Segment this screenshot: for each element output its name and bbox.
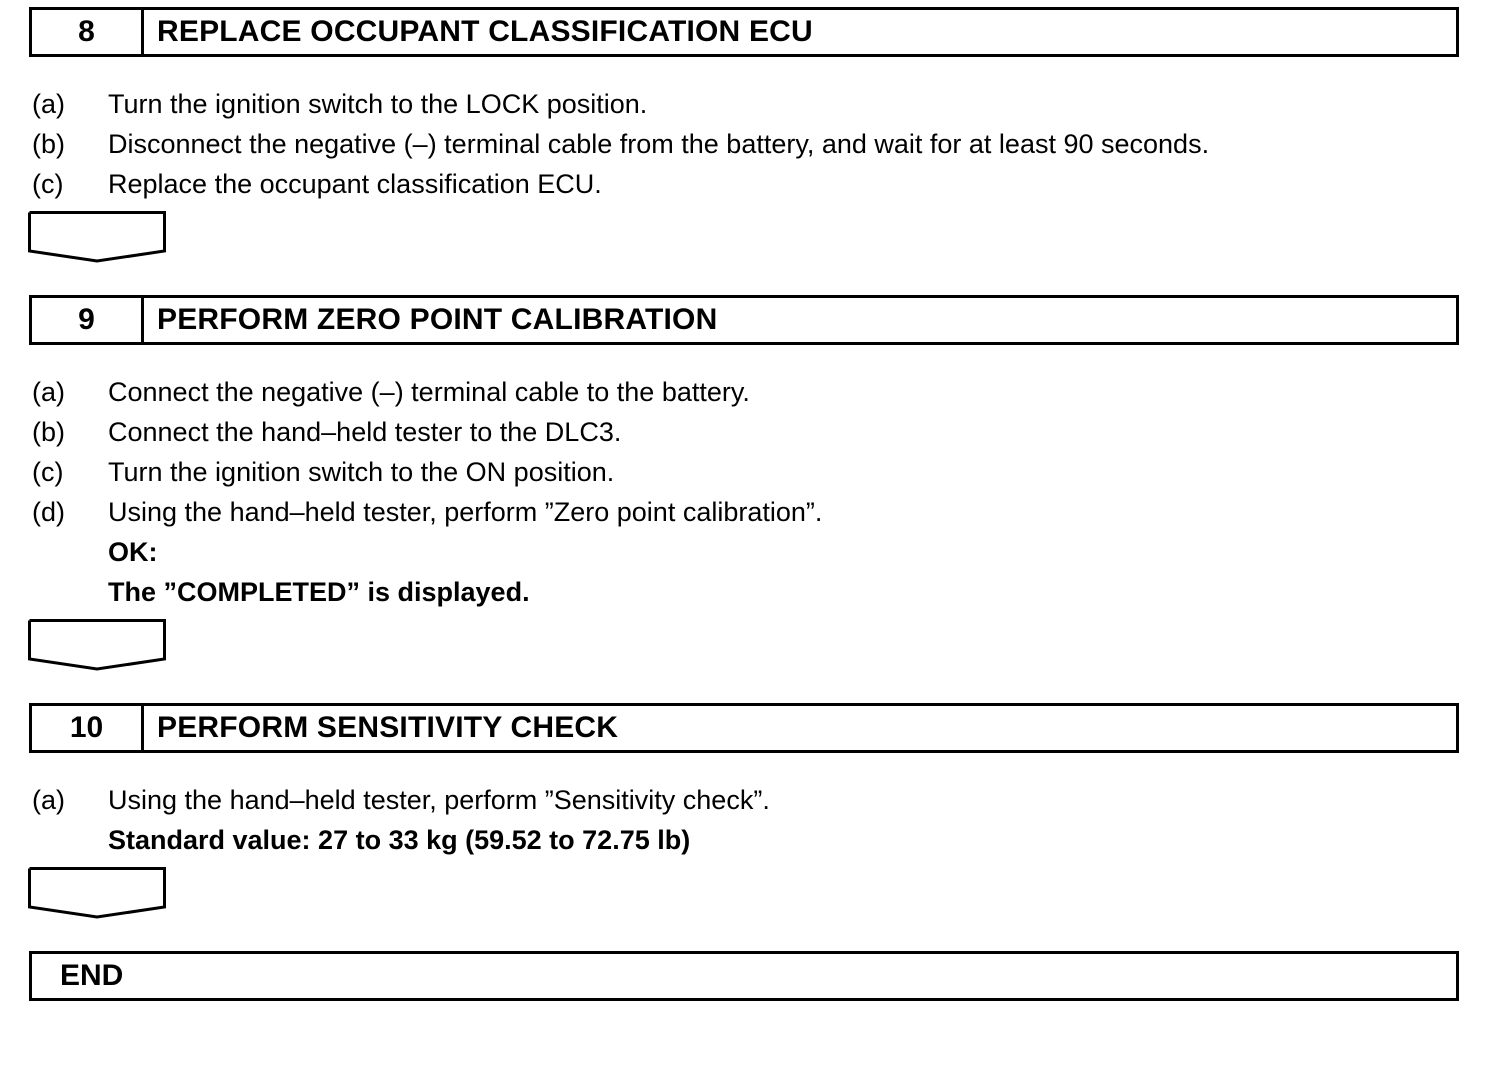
down-arrow-box-icon: [28, 867, 166, 919]
step-number: 8: [32, 10, 144, 54]
item-text: Turn the ignition switch to the LOCK position.: [108, 89, 648, 119]
standard-value: Standard value: 27 to 33 kg (59.52 to 72.75 lb): [108, 825, 691, 855]
item-text: Connect the negative (–) terminal cable to the battery.: [108, 377, 750, 407]
end-label: END: [60, 959, 124, 992]
item-label: (c): [32, 169, 64, 199]
step-number: 9: [32, 298, 144, 342]
item-label: (a): [32, 785, 65, 815]
step-10-header: [29, 703, 1459, 753]
item-label: (a): [32, 89, 65, 119]
step-title: PERFORM SENSITIVITY CHECK: [157, 711, 619, 744]
item-text: Connect the hand–held tester to the DLC3.: [108, 417, 622, 447]
down-arrow-box-icon: [28, 619, 166, 671]
item-label: (a): [32, 377, 65, 407]
item-text: Using the hand–held tester, perform ”Sensitivity check”.: [108, 785, 770, 815]
step-9-header: [29, 295, 1459, 345]
step-title: PERFORM ZERO POINT CALIBRATION: [157, 303, 718, 336]
item-text: Replace the occupant classification ECU.: [108, 169, 602, 199]
item-label: (b): [32, 417, 65, 447]
item-label: (d): [32, 497, 65, 527]
item-text: Turn the ignition switch to the ON position.: [108, 457, 615, 487]
step-number: 10: [32, 706, 144, 750]
ok-label: OK:: [108, 537, 158, 567]
item-text: Disconnect the negative (–) terminal cable from the battery, and wait for at least 90 seconds.: [108, 129, 1210, 159]
down-arrow-box-icon: [28, 211, 166, 263]
step-8-header: [29, 7, 1459, 57]
item-label: (b): [32, 129, 65, 159]
ok-text: The ”COMPLETED” is displayed.: [108, 577, 530, 607]
item-text: Using the hand–held tester, perform ”Zero point calibration”.: [108, 497, 823, 527]
item-label: (c): [32, 457, 64, 487]
end-box: [29, 951, 1459, 1001]
step-title: REPLACE OCCUPANT CLASSIFICATION ECU: [157, 15, 813, 48]
